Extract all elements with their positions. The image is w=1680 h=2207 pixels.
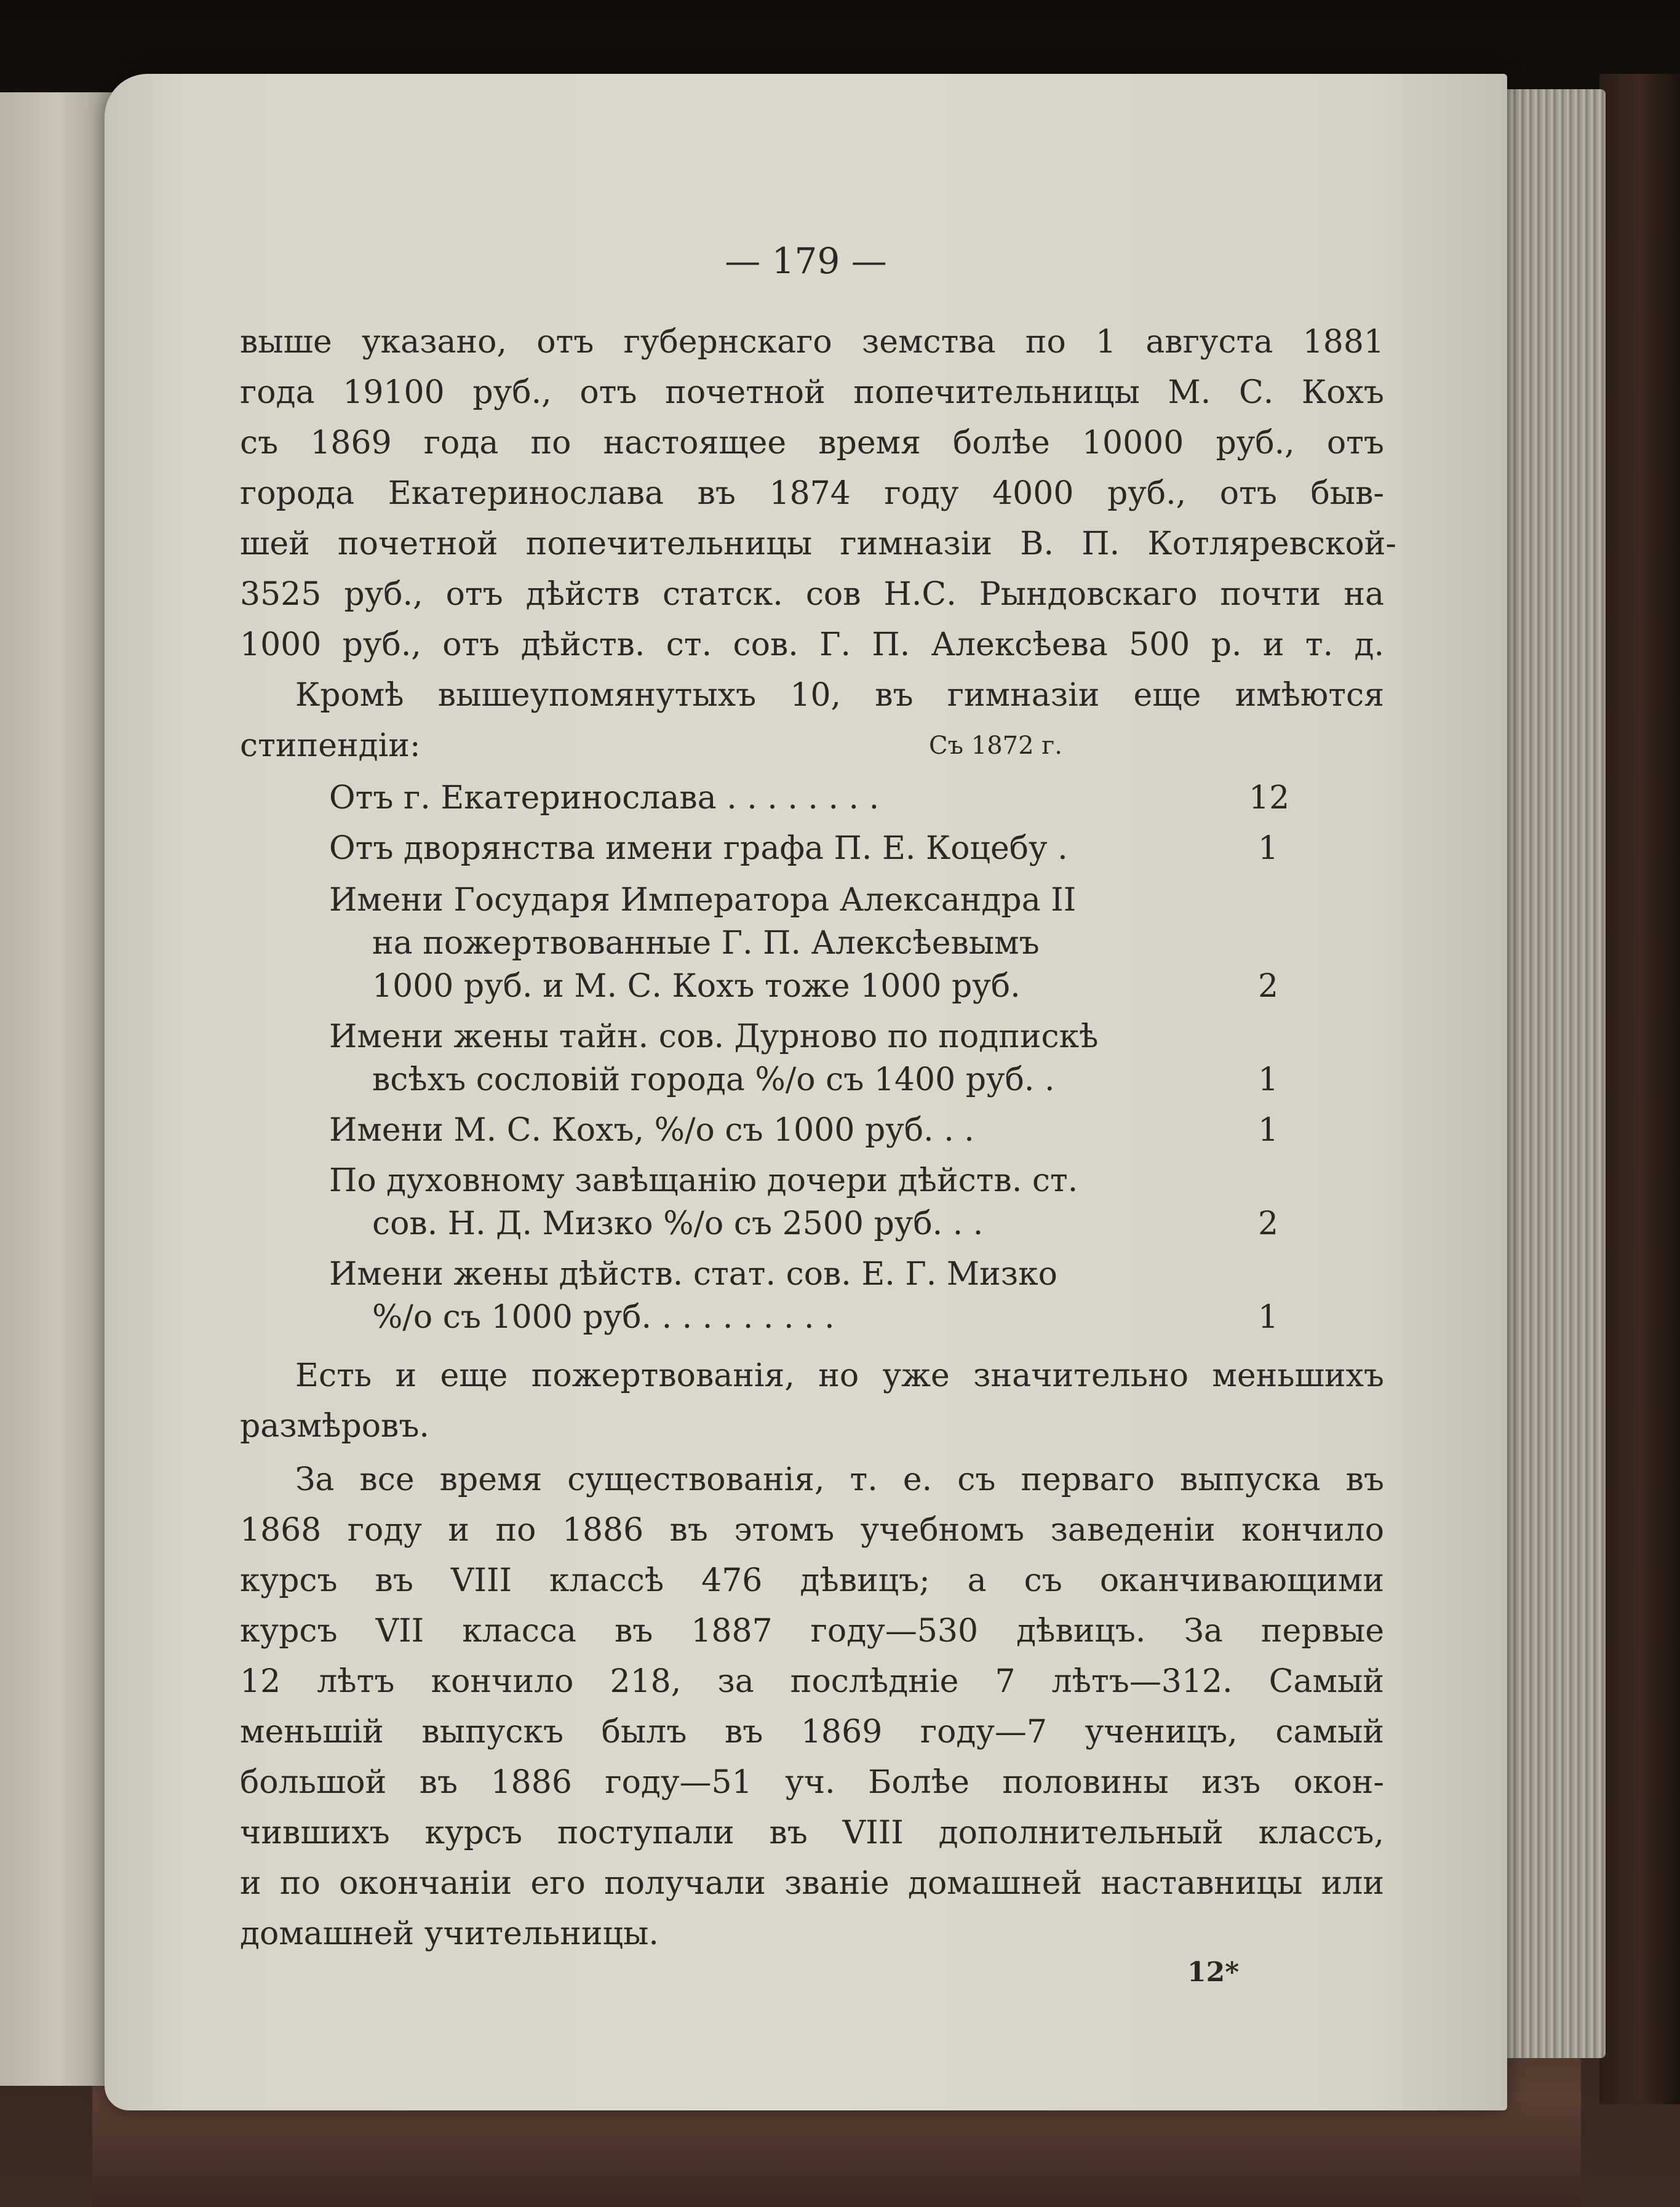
text-line: 1000 руб., отъ дѣйств. ст. сов. Г. П. Алексѣева 500 р. и т. д. [240, 626, 1384, 663]
text-line: курсъ VII класса въ 1887 году—530 дѣвицъ. За первые [240, 1613, 1384, 1650]
list-item: По духовному завѣщанію дочери дѣйств. ст. [329, 1162, 1078, 1199]
text-line: домашней учительницы. [240, 1915, 659, 1952]
signature-mark: 12* [1187, 1957, 1240, 1988]
text-line: стипендіи: [240, 727, 421, 764]
text-line: чившихъ курсъ поступали въ VIII дополнительный классъ, [240, 1814, 1384, 1851]
text-line: большой въ 1886 году—51 уч. Болѣе половины изъ окон- [240, 1764, 1384, 1801]
list-item: Имени жены тайн. сов. Дурново по подпискѣ [329, 1018, 1099, 1055]
list-item: Отъ дворянства имени графа П. Е. Коцебу . [329, 830, 1068, 867]
text-line: города Екатеринослава въ 1874 году 4000 руб., отъ быв- [240, 475, 1384, 512]
list-item: Имени М. С. Кохъ, %/о съ 1000 руб. . . [329, 1112, 974, 1149]
stipend-count: 1 [1258, 1112, 1279, 1149]
list-item: %/о съ 1000 руб. . . . . . . . . . [372, 1299, 835, 1336]
text-line: Есть и еще пожертвованія, но уже значительно меньшихъ [295, 1357, 1384, 1394]
book-spine-right [1599, 74, 1680, 2104]
stipend-count: 2 [1258, 968, 1279, 1005]
text-line: 1868 году и по 1886 въ этомъ учебномъ заведеніи кончило [240, 1512, 1384, 1549]
stipend-count: 1 [1258, 1299, 1279, 1336]
text-line: и по окончаніи его получали званіе домашней наставницы или [240, 1865, 1384, 1902]
text-line: съ 1869 года по настоящее время болѣе 10000 руб., отъ [240, 425, 1384, 461]
list-item: на пожертвованные Г. П. Алексѣевымъ [372, 925, 1040, 962]
text-line: выше указано, отъ губернскаго земства по 1 августа 1881 [240, 324, 1384, 361]
text-line: года 19100 руб., отъ почетной попечительницы М. С. Кохъ [240, 374, 1384, 411]
list-item: Имени жены дѣйств. стат. сов. Е. Г. Мизко [329, 1256, 1057, 1293]
book-page [105, 74, 1507, 2110]
stipend-count: 2 [1258, 1205, 1279, 1242]
text-line: размѣровъ. [240, 1408, 429, 1445]
list-item: Отъ г. Екатеринослава . . . . . . . . [329, 780, 880, 816]
list-header: Съ 1872 г. [929, 732, 1062, 760]
stipend-count: 1 [1258, 1061, 1279, 1098]
text-line: меньшій выпускъ былъ въ 1869 году—7 ученицъ, самый [240, 1714, 1384, 1750]
stipend-count: 12 [1249, 780, 1290, 816]
page-number: — 179 — [725, 240, 887, 282]
left-page-edge [0, 92, 117, 2086]
page-edges [1501, 89, 1606, 2058]
text-line: 3525 руб., отъ дѣйств статск. сов Н.С. Рындовскаго почти на [240, 576, 1384, 613]
list-item: сов. Н. Д. Мизко %/о съ 2500 руб. . . [372, 1205, 984, 1242]
text-line: 12 лѣтъ кончило 218, за послѣдніе 7 лѣтъ—312. Самый [240, 1663, 1384, 1700]
text-line: За все время существованія, т. е. съ перваго выпуска въ [295, 1461, 1384, 1498]
list-item: всѣхъ сословій города %/о съ 1400 руб. . [372, 1061, 1055, 1098]
text-line: курсъ въ VIII классѣ 476 дѣвицъ; а съ оканчивающими [240, 1562, 1384, 1599]
list-item: Имени Государя Императора Александра II [329, 882, 1077, 919]
stipend-count: 1 [1258, 830, 1279, 867]
text-line: шей почетной попечительницы гимназіи В. П. Котляревской- [240, 525, 1396, 562]
text-line: Кромѣ вышеупомянутыхъ 10, въ гимназіи еще имѣются [295, 677, 1384, 714]
list-item: 1000 руб. и М. С. Кохъ тоже 1000 руб. [372, 968, 1021, 1005]
